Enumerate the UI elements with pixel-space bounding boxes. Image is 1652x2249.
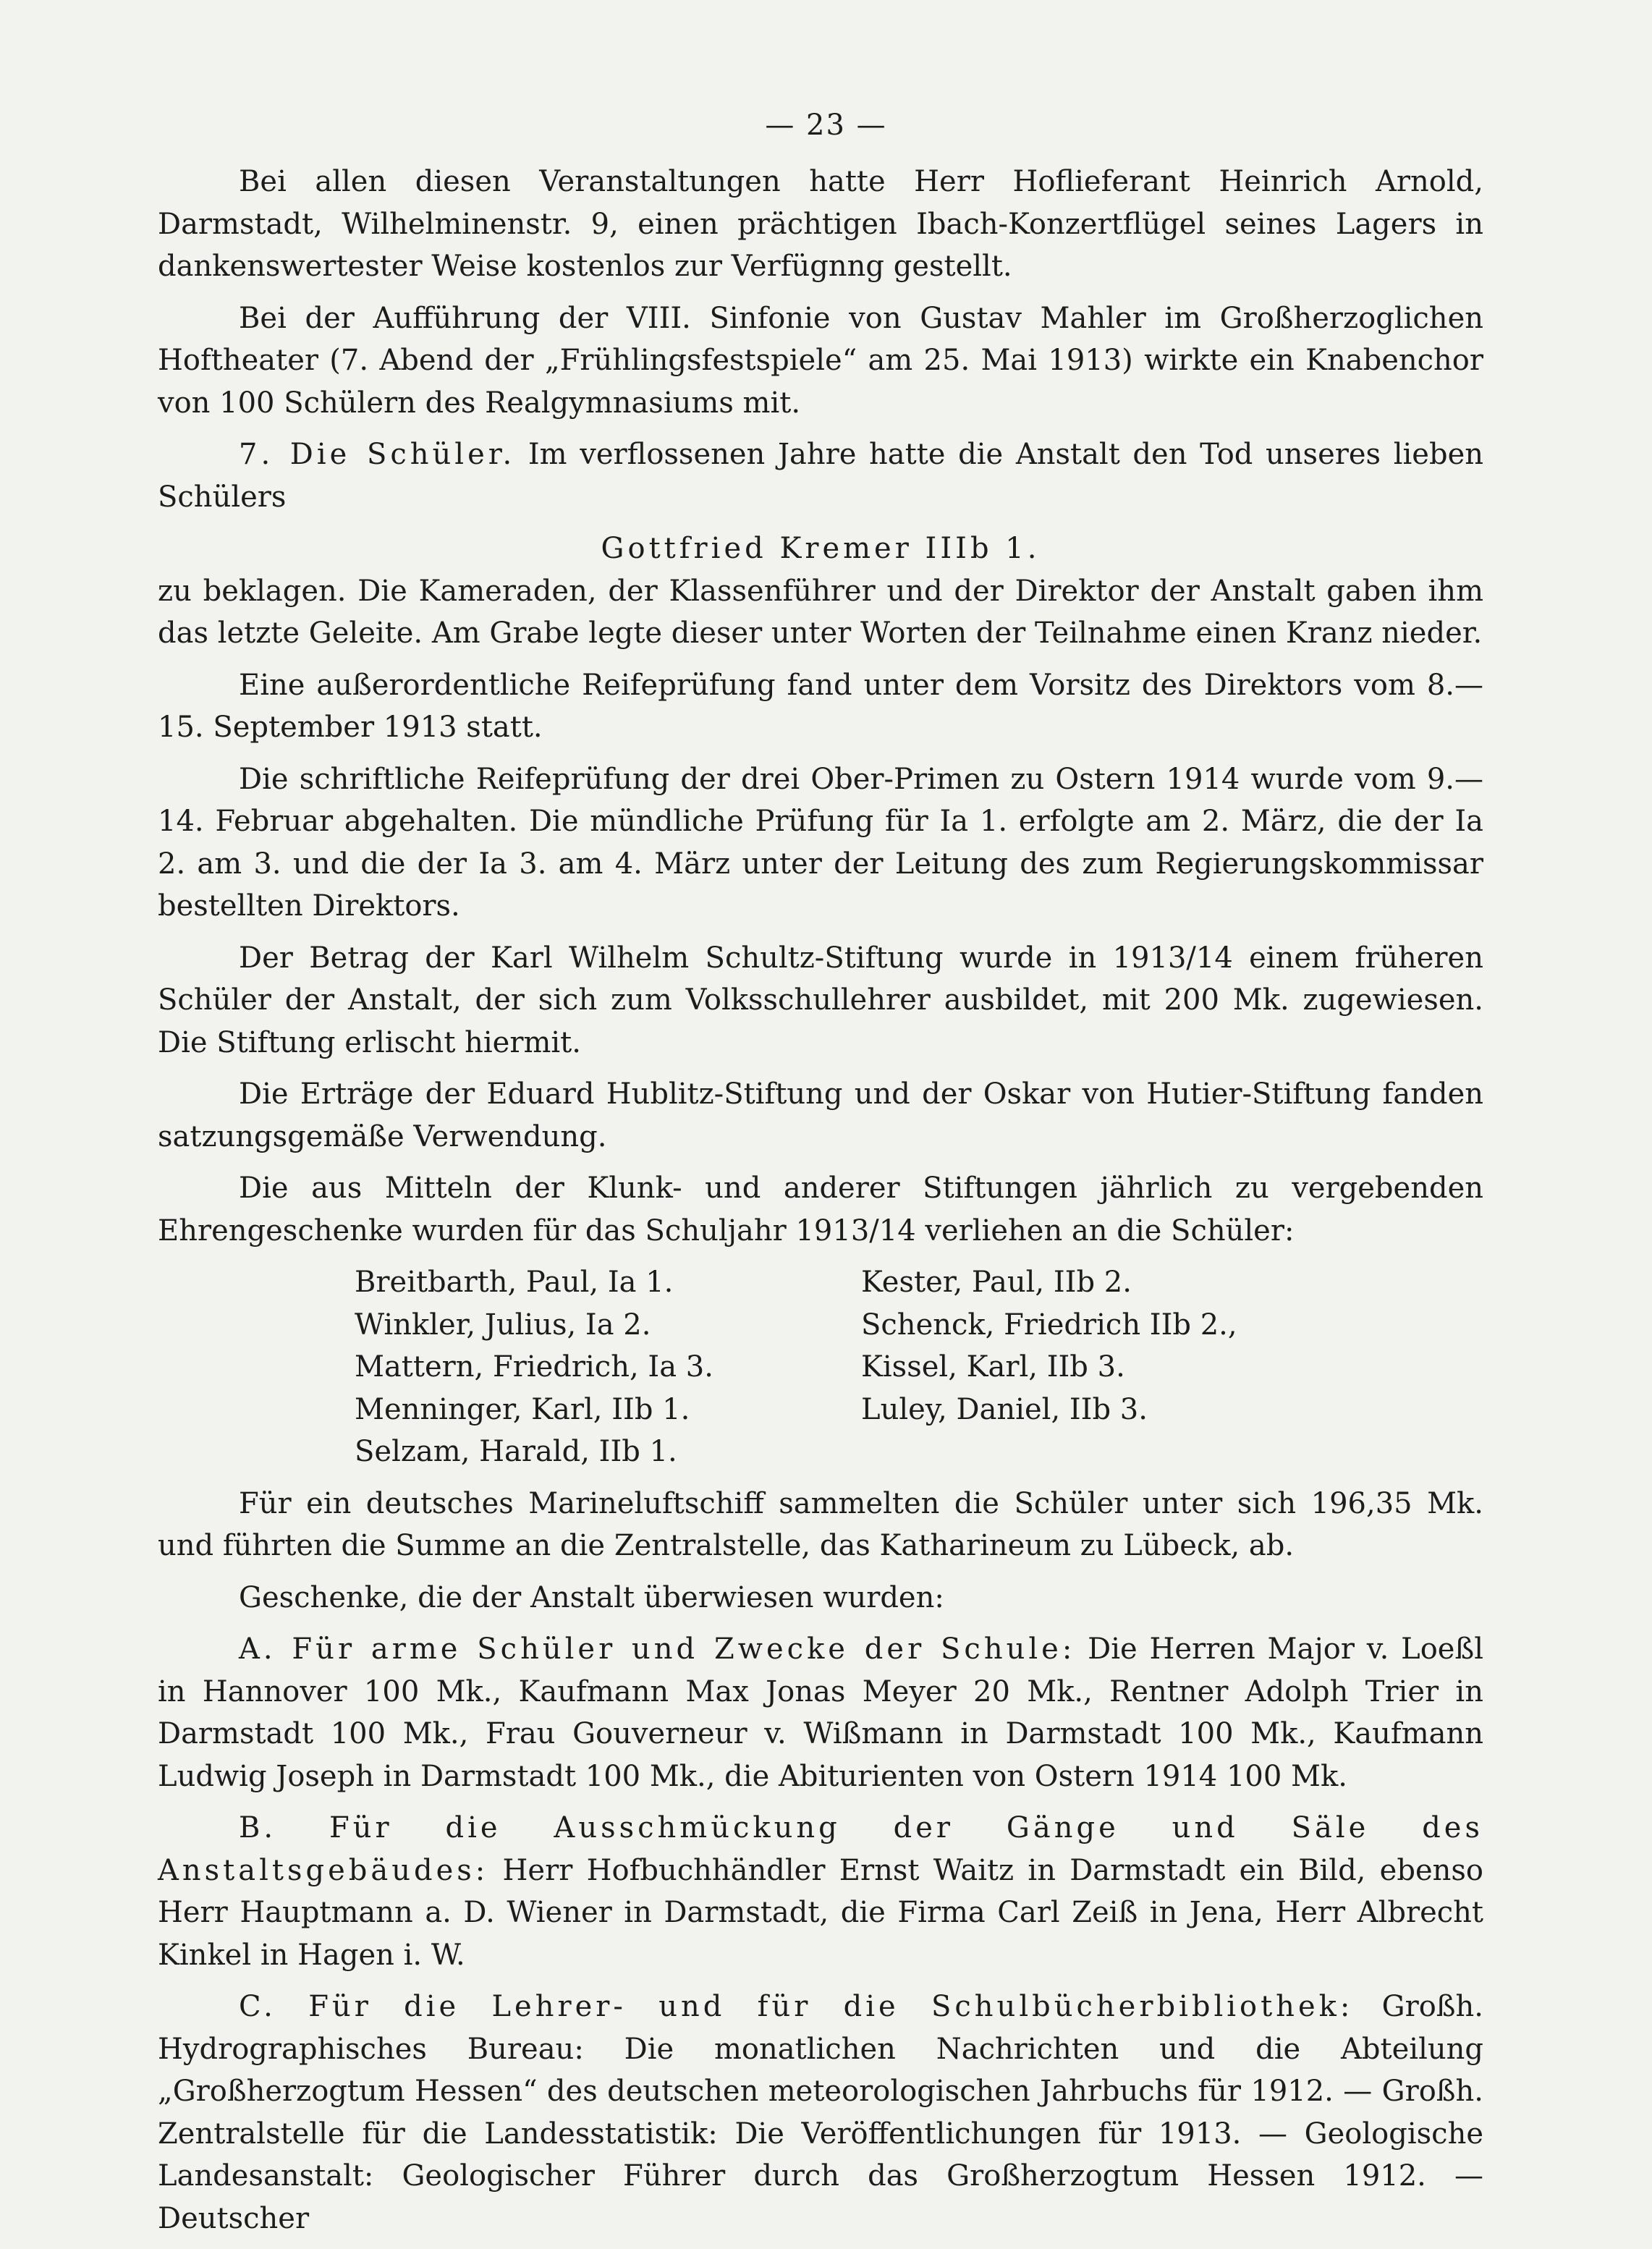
paragraph-reifepruefung: Die schriftliche Reifeprüfung der drei Ober-Primen zu Ostern 1914 wurde vom 9.—14. Februar abgehalten. Die mündliche Prüfung für Ia 1. erfolgte am 2. März, die der Ia 2. am 3. und die der Ia 3. am 4. März unter der Leitung des zum Regierungskommissar bestellten Direktors. [158, 762, 1483, 923]
paragraph-gifts-c [158, 1986, 1483, 2240]
paragraph-marineluftschiff: Für ein deutsches Marineluftschiff sammelten die Schüler unter sich 196,35 Mk. und führten die Summe an die Zentralstelle, das Katharineum zu Lübeck, ab. [158, 1486, 1483, 1562]
recipient-name: Breitbarth, Paul, Ia 1. [355, 1266, 674, 1299]
gifts-b-heading: B. Für die Ausschmückung der Gänge und Säle des Anstaltsgebäudes: [158, 1811, 1483, 1887]
paragraph-geschenke: Geschenke, die der Anstalt überwiesen wurden: [239, 1580, 944, 1614]
paragraph-mahler: Bei der Aufführung der VIII. Sinfonie von Gustav Mahler im Großherzoglichen Hoftheater (7. Abend der „Frühlingsfestspiele“ am 25. Mai 1913) wirkte ein Knabenchor von 100 Schülern des Realgymnasiums mit. [158, 301, 1483, 420]
paragraph-schueler-text: Im verflossenen Jahre hatte die Anstalt den Tod unseres lieben Schülers [158, 438, 1483, 514]
recipient-name: Selzam, Harald, IIb 1. [355, 1435, 677, 1468]
gifts-c-heading: C. Für die Lehrer- und für die Schulbücherbibliothek: [239, 1990, 1354, 2023]
recipient-name: Luley, Daniel, IIb 3. [861, 1392, 1148, 1426]
recipient-name: Kissel, Karl, IIb 3. [861, 1350, 1125, 1384]
recipients-list [355, 1261, 1483, 1473]
recipient-name: Winkler, Julius, Ia 2. [355, 1308, 651, 1342]
gifts-c-text: Großh. Hydrographisches Bureau: Die monatlichen Nachrichten und die Abteilung „Großherzogtum Hessen“ des deutschen meteorologischen Jahrbuchs für 1912. — Großh. Zentralstelle für die Landesstatistik: Die Veröffentlichungen für 1913. — Geologische Landesanstalt: Geologischer Führer durch das Großherzogtum Hessen 1912. — Deutscher [158, 1990, 1483, 2235]
body-text [158, 161, 1483, 2249]
deceased-student-name: Gottfried Kremer IIIb 1. [601, 532, 1041, 565]
gifts-a-text: Die Herren Major v. Loeßl in Hannover 100 Mk., Kaufmann Max Jonas Meyer 20 Mk., Rentner Adolph Trier in Darmstadt 100 Mk., Frau Gouverneur v. Wißmann in Darmstadt 100 Mk., Kaufmann Ludwig Joseph in Darmstadt 100 Mk., die Abiturienten von Ostern 1914 100 Mk. [158, 1632, 1483, 1793]
paragraph-reifepruefung-extra: Eine außerordentliche Reifeprüfung fand unter dem Vorsitz des Direktors vom 8.—15. September 1913 statt. [158, 668, 1483, 744]
paragraph-schueler [158, 433, 1483, 518]
paragraph-beklagen: zu beklagen. Die Kameraden, der Klassenführer und der Direktor der Anstalt gaben ihm das letzte Geleite. Am Grabe legte dieser unter Worten der Teilnahme einen Kranz nieder. [158, 574, 1483, 650]
recipient-name: Schenck, Friedrich IIb 2., [861, 1308, 1237, 1342]
recipient-name: Mattern, Friedrich, Ia 3. [355, 1350, 713, 1384]
recipient-name: Menninger, Karl, IIb 1. [355, 1392, 690, 1426]
section-heading-schueler: 7. Die Schüler. [239, 438, 516, 471]
paragraph-hublitz-stiftung: Die Erträge der Eduard Hublitz-Stiftung und der Oskar von Hutier-Stiftung fanden satzungsgemäße Verwendung. [158, 1077, 1483, 1153]
paragraph-schultz-stiftung: Der Betrag der Karl Wilhelm Schultz-Stiftung wurde in 1913/14 einem früheren Schüler der Anstalt, der sich zum Volksschullehrer ausbildet, mit 200 Mk. zugewiesen. Die Stiftung erlischt hiermit. [158, 941, 1483, 1059]
page-number: — 23 — [765, 109, 887, 142]
paragraph-gifts-b [158, 1807, 1483, 1976]
gifts-a-heading: A. Für arme Schüler und Zwecke der Schule: [239, 1632, 1076, 1666]
gifts-b-text: Herr Hofbuchhändler Ernst Waitz in Darmstadt ein Bild, ebenso Herr Hauptmann a. D. Wiener in Darmstadt, die Firma Carl Zeiß in Jena, Herr Albrecht Kinkel in Hagen i. W. [158, 1853, 1483, 1972]
recipient-name: Kester, Paul, IIb 2. [861, 1266, 1132, 1299]
paragraph-ehrengeschenke: Die aus Mitteln der Klunk- und anderer Stiftungen jährlich zu vergebenden Ehrengeschenke wurden für das Schuljahr 1913/14 verliehen an die Schüler: [158, 1172, 1483, 1248]
paragraph-arnold: Bei allen diesen Veranstaltungen hatte Herr Hoflieferant Heinrich Arnold, Darmstadt, Wilhelminenstr. 9, einen prächtigen Ibach-Konzertflügel seines Lagers in dankenswertester Weise kostenlos zur Verfügnng gestellt. [158, 165, 1483, 283]
paragraph-gifts-a [158, 1628, 1483, 1797]
